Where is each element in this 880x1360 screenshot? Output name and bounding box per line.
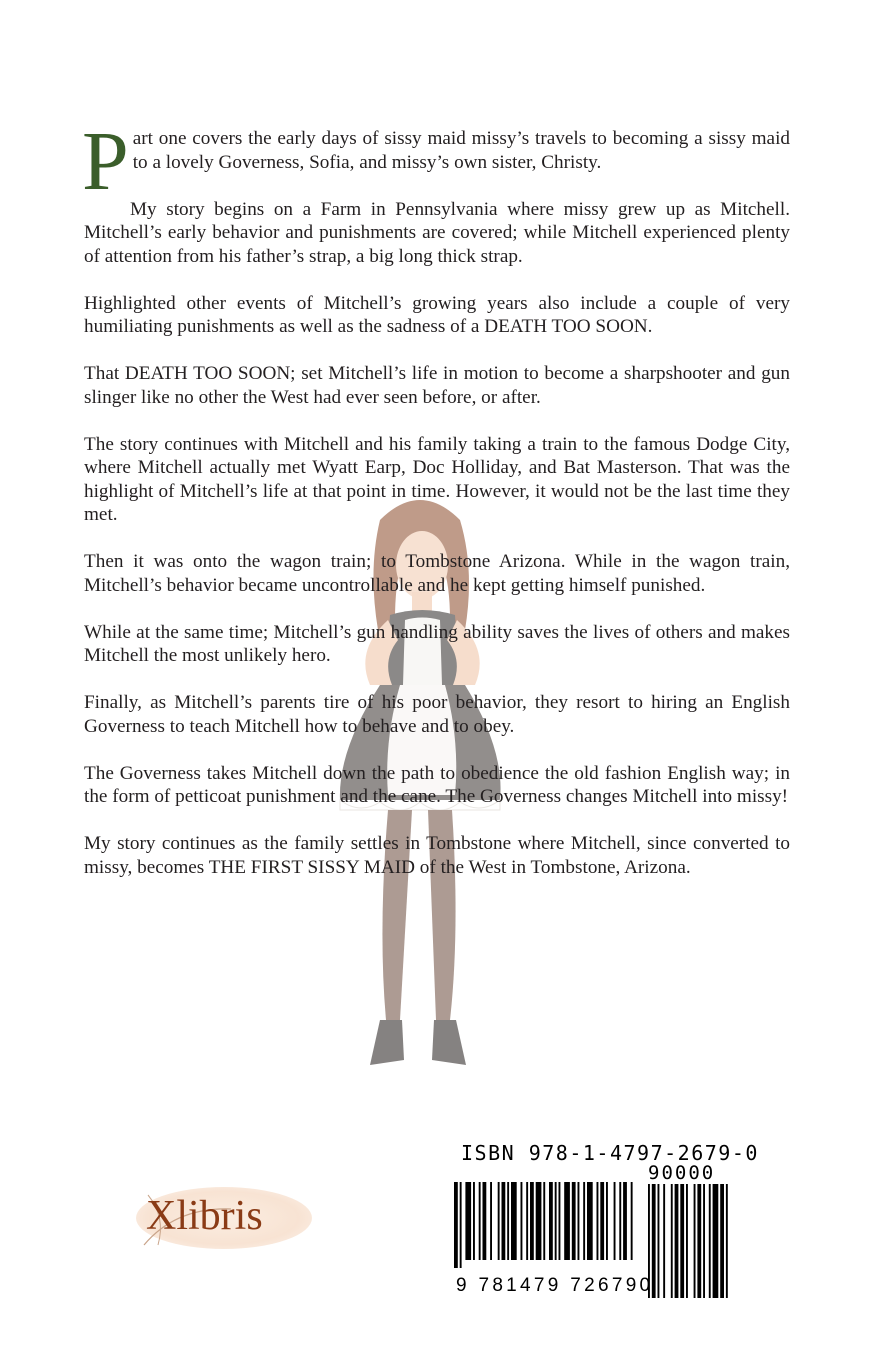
blurb-paragraph-3: Highlighted other events of Mitchell’s growing years also include a couple of very humiliating punishments as well as the sadness of a DEATH TOO SOON. xyxy=(84,292,790,337)
barcode-bar xyxy=(578,1182,580,1260)
back-cover-blurb xyxy=(82,115,790,903)
barcode-bar xyxy=(479,1182,481,1260)
barcode-addon-bar xyxy=(720,1184,724,1298)
barcode-bar xyxy=(521,1182,523,1260)
barcode-addon-bar xyxy=(709,1184,711,1298)
barcode-bar xyxy=(502,1182,506,1260)
blurb-paragraph-5: The story continues with Mitchell and his family taking a train to the famous Dodge City, where Mitchell actually met Wyatt Earp, Doc Holliday, and Bat Masterson. That was the highlight of Mitchell’s life at that point in time. However, it would not be the last time they met. xyxy=(84,433,790,525)
barcode-bar xyxy=(614,1182,616,1260)
barcode-bar xyxy=(631,1182,633,1260)
barcode-bar xyxy=(564,1182,570,1260)
isbn-label: ISBN 978-1-4797-2679-0 xyxy=(461,1141,759,1165)
blurb-paragraph-10: My story continues as the family settles in Tombstone where Mitchell, since converted to missy, becomes THE FIRST SISSY MAID of the West in Tombstone, Arizona. xyxy=(84,833,790,878)
blurb-paragraph-2: My story begins on a Farm in Pennsylvania where missy grew up as Mitchell. Mitchell’s early behavior and punishments are covered; while Mitchell experienced plenty of attention from his father’s strap, a big long thick strap. xyxy=(84,198,790,267)
barcode-bar xyxy=(583,1182,585,1260)
barcode-bar xyxy=(572,1182,576,1260)
barcode-addon-bar xyxy=(713,1184,719,1298)
barcode-addon-bar xyxy=(694,1184,696,1298)
barcode-addon-bar xyxy=(680,1184,684,1298)
blurb-paragraph-6: Then it was onto the wagon train; to Tombstone Arizona. While in the wagon train, Mitchell’s behavior became uncontrollable and he kept getting himself punished. xyxy=(84,551,790,596)
barcode-bar xyxy=(549,1182,553,1260)
barcode-bar xyxy=(623,1182,627,1260)
blurb-paragraph-1-text: art one covers the early days of sissy maid missy’s travels to becoming a sissy maid to a lovely Governess, Sofia, and missy’s own sister, Christy. xyxy=(132,128,790,173)
blurb-paragraph-9: The Governess takes Mitchell down the path to obedience the old fashion English way; in the form of petticoat punishment and the cane. The Governess changes Mitchell into missy! xyxy=(84,762,790,807)
barcode-addon-bar xyxy=(675,1184,679,1298)
publisher-logo xyxy=(136,1187,316,1251)
barcode-addon-bar xyxy=(697,1184,701,1298)
barcode-bar xyxy=(483,1182,487,1260)
barcode-bar xyxy=(597,1182,599,1260)
barcode-bar xyxy=(606,1182,608,1260)
blurb-paragraph-1 xyxy=(82,115,790,208)
barcode-bar xyxy=(454,1182,458,1268)
blurb-paragraph-4: That DEATH TOO SOON; set Mitchell’s life in motion to become a sharpshooter and gun slinger like no other the West had ever seen before, or after. xyxy=(84,363,790,408)
barcode-bar xyxy=(465,1182,471,1260)
barcode-bar xyxy=(498,1182,500,1260)
barcode-bar xyxy=(543,1182,545,1260)
barcode-bar xyxy=(600,1182,604,1260)
barcode-bar xyxy=(526,1182,528,1260)
barcode-bar xyxy=(511,1182,517,1260)
price-code: 90000 xyxy=(648,1162,716,1184)
drop-cap-letter: P xyxy=(82,115,129,208)
barcode-addon-bar xyxy=(703,1184,705,1298)
barcode-addon-bar xyxy=(726,1184,728,1298)
barcode-bar xyxy=(507,1182,509,1260)
barcode-bar xyxy=(460,1182,462,1268)
barcode-addon-bar xyxy=(658,1184,660,1298)
barcode-bar xyxy=(559,1182,561,1260)
barcode-bar xyxy=(473,1182,475,1260)
blurb-paragraph-7: While at the same time; Mitchell’s gun handling ability saves the lives of others and makes Mitchell the most unlikely hero. xyxy=(84,621,790,666)
barcode-bar xyxy=(536,1182,542,1260)
barcode-addon-bar xyxy=(671,1184,673,1298)
barcode-bar xyxy=(530,1182,534,1260)
barcode-bar xyxy=(555,1182,557,1260)
barcode-bar xyxy=(490,1182,492,1260)
barcode-addon-bar xyxy=(663,1184,665,1298)
barcode-bar xyxy=(587,1182,593,1260)
publisher-name: Xlibris xyxy=(146,1193,263,1239)
blurb-paragraph-8: Finally, as Mitchell’s parents tire of his poor behavior, they resort to hiring an English Governess to teach Mitchell how to behave and to obey. xyxy=(84,692,790,737)
barcode-addon-bar xyxy=(686,1184,688,1298)
ean-number: 9 781479 726790 xyxy=(456,1275,654,1296)
barcode-bar xyxy=(619,1182,621,1260)
